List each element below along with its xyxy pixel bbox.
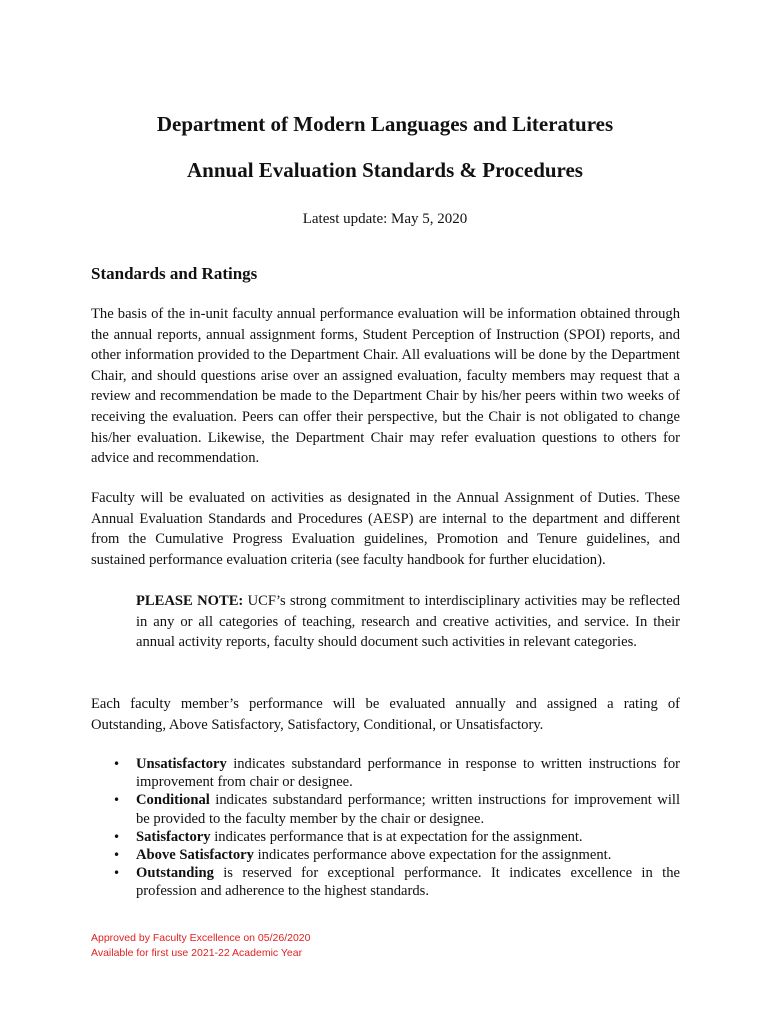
rating-item-satisfactory (91, 828, 680, 846)
rating-item-above-satisfactory (91, 846, 680, 864)
note-text: UCF’s strong commitment to interdisciplinary activities may be reflected in any or all categories of teaching, research and creative activities, and service. In their annual activity reports, faculty should document such activities in relevant categories. (136, 593, 680, 651)
rating-item-outstanding (91, 864, 680, 900)
bullet-icon: • (113, 757, 121, 771)
rating-term: Outstanding (136, 865, 214, 882)
latest-update: Latest update: May 5, 2020 (302, 211, 468, 227)
paragraph-basis: The basis of the in-unit faculty annual performance evaluation will be information obtained through the annual reports, annual assignment forms, Student Perception of Instruction (SPOI) reports, and other information provided to the Department Chair. All evaluations will be done by the Department Chair, and should questions arise over an assigned evaluation, faculty members may request that a review and recommendation be made to the Department Chair by his/her peers within two weeks of receiving the evaluation. Peers can offer their perspective, but the Chair is not obligated to change his/her evaluation. Likewise, the Department Chair may refer evaluation questions to others for advice and recommendation. (91, 306, 680, 467)
document-subtitle: Annual Evaluation Standards & Procedures (187, 158, 583, 182)
rating-term: Conditional (136, 792, 210, 809)
rating-description: is reserved for exceptional performance. It indicates excellence in the profession and adherence to the highest standards. (136, 865, 680, 900)
rating-description: indicates substandard performance; written instructions for improvement will be provided to the faculty member by the chair or designee. (136, 792, 680, 827)
rating-item-unsatisfactory (91, 755, 680, 791)
bullet-icon: • (113, 848, 121, 863)
paragraph-ratings-intro: Each faculty member’s performance will be evaluated annually and assigned a rating of Outstanding, Above Satisfactory, Satisfactory, Conditional, or Unsatisfactory. (91, 696, 680, 733)
rating-term: Unsatisfactory (136, 756, 227, 772)
note-label: PLEASE NOTE: (136, 593, 244, 609)
rating-description: indicates performance above expectation for the assignment. (253, 847, 612, 864)
bullet-icon: • (113, 793, 121, 808)
ratings-list (91, 755, 680, 901)
availability-note: Available for first use 2021-22 Academic Year (91, 947, 303, 959)
paragraph-activities: Faculty will be evaluated on activities as designated in the Annual Assignment of Duties. These Annual Evaluation Standards and Procedures (AESP) are internal to the department and different from the Cumulative Progress Evaluation guidelines, Promotion and Tenure guidelines, and sustained performance evaluation criteria (see faculty handbook for further elucidation). (91, 490, 680, 568)
please-note (136, 591, 680, 653)
rating-description: indicates substandard performance in response to written instructions for improvement from chair or designee. (136, 756, 680, 791)
section-heading: Standards and Ratings (91, 264, 258, 283)
bullet-icon: • (113, 829, 121, 844)
document-title: Department of Modern Languages and Literatures (156, 112, 614, 136)
rating-description: indicates performance that is at expectation for the assignment. (210, 828, 583, 845)
approval-note: Approved by Faculty Excellence on 05/26/2020 (91, 932, 311, 944)
bullet-icon: • (113, 866, 121, 881)
rating-item-conditional (91, 791, 680, 827)
rating-term: Above Satisfactory (136, 847, 254, 864)
approval-footer (91, 931, 310, 961)
rating-term: Satisfactory (136, 828, 211, 845)
